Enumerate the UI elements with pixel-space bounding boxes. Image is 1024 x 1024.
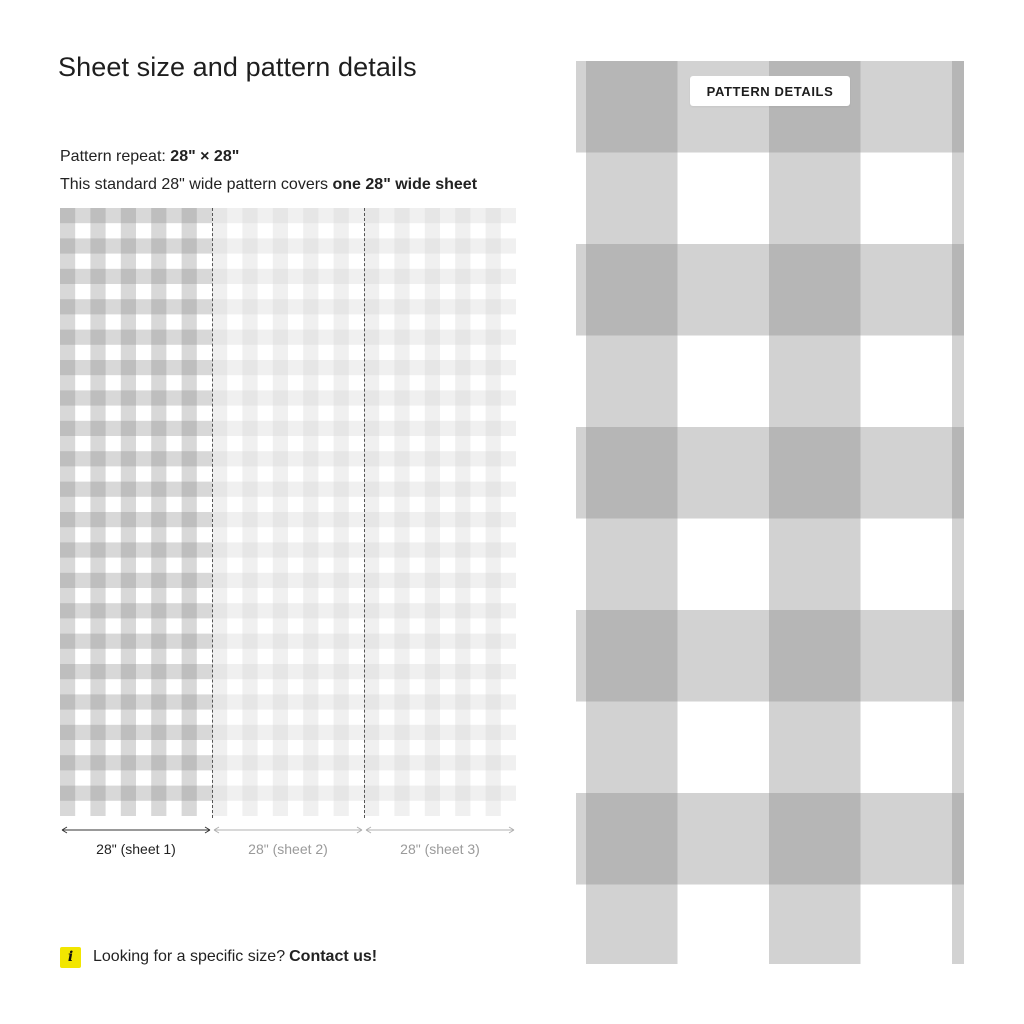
dimension-arrow-sheet-2 bbox=[212, 824, 364, 836]
sheet-3-pattern bbox=[364, 208, 516, 816]
dimension-arrow-sheet-3 bbox=[364, 824, 516, 836]
sheet-3-horizontal-band bbox=[364, 482, 516, 497]
detail-horizontal-band bbox=[576, 427, 964, 519]
sheet-2-horizontal-band bbox=[212, 573, 364, 588]
sheet-1-horizontal-band bbox=[60, 238, 212, 253]
sheet-1-horizontal-band bbox=[60, 482, 212, 497]
sheet-2-horizontal-band bbox=[212, 786, 364, 801]
sheet-1-horizontal-band bbox=[60, 725, 212, 740]
pattern-repeat-value: 28" × 28" bbox=[170, 148, 240, 165]
sheet-3-horizontal-band bbox=[364, 603, 516, 618]
sheet-1-horizontal-band bbox=[60, 390, 212, 405]
sheet-3-label: 28" (sheet 3) bbox=[400, 841, 480, 857]
sheet-2-horizontal-band bbox=[212, 725, 364, 740]
dimension-row bbox=[60, 824, 516, 836]
sheet-3-horizontal-band bbox=[364, 421, 516, 436]
sheet-1-horizontal-band bbox=[60, 360, 212, 375]
pattern-details-badge[interactable]: PATTERN DETAILS bbox=[690, 76, 850, 106]
sheet-2-horizontal-band bbox=[212, 694, 364, 709]
page-title: Sheet size and pattern details bbox=[58, 52, 417, 82]
sheet-3-horizontal-band bbox=[364, 238, 516, 253]
sheet-1-horizontal-band bbox=[60, 451, 212, 466]
sheet-3-horizontal-band bbox=[364, 451, 516, 466]
pattern-repeat-line bbox=[60, 148, 239, 166]
detail-horizontal-band bbox=[576, 610, 964, 702]
sheet-3-horizontal-band bbox=[364, 634, 516, 649]
sheet-2-horizontal-band bbox=[212, 390, 364, 405]
sheet-1-horizontal-band bbox=[60, 573, 212, 588]
sheet-seam-1 bbox=[212, 208, 213, 818]
sheet-3-horizontal-band bbox=[364, 299, 516, 314]
sheet-2-horizontal-band bbox=[212, 208, 364, 223]
sheet-1-horizontal-band bbox=[60, 299, 212, 314]
sheet-3-horizontal-band bbox=[364, 664, 516, 679]
contact-prompt bbox=[60, 946, 377, 968]
sheet-1-pattern bbox=[60, 208, 212, 816]
sheet-1-label: 28" (sheet 1) bbox=[96, 841, 176, 857]
sheet-1-horizontal-band bbox=[60, 634, 212, 649]
sheet-3-horizontal-band bbox=[364, 208, 516, 223]
coverage-line bbox=[60, 176, 477, 194]
sheet-3-horizontal-band bbox=[364, 786, 516, 801]
sheet-2-horizontal-band bbox=[212, 603, 364, 618]
sheet-3-horizontal-band bbox=[364, 694, 516, 709]
detail-horizontal-band bbox=[576, 244, 964, 336]
sheet-3-horizontal-band bbox=[364, 755, 516, 770]
sheet-2-label: 28" (sheet 2) bbox=[248, 841, 328, 857]
sheet-2-horizontal-band bbox=[212, 664, 364, 679]
sheet-3-horizontal-band bbox=[364, 512, 516, 527]
sheet-2-horizontal-band bbox=[212, 360, 364, 375]
sheet-1-horizontal-band bbox=[60, 208, 212, 223]
sheet-1-horizontal-band bbox=[60, 694, 212, 709]
sheet-3-horizontal-band bbox=[364, 390, 516, 405]
sheet-2-horizontal-band bbox=[212, 421, 364, 436]
sheet-2-horizontal-band bbox=[212, 330, 364, 345]
sheet-2-horizontal-band bbox=[212, 269, 364, 284]
sheet-2-horizontal-band bbox=[212, 451, 364, 466]
coverage-value: one 28" wide sheet bbox=[332, 176, 478, 193]
info-icon: i bbox=[60, 947, 81, 968]
sheet-2-horizontal-band bbox=[212, 482, 364, 497]
detail-horizontal-band bbox=[576, 61, 964, 153]
sheet-1-horizontal-band bbox=[60, 421, 212, 436]
sheet-3-horizontal-band bbox=[364, 360, 516, 375]
sheet-seam-2 bbox=[364, 208, 365, 818]
coverage-text: This standard 28" wide pattern covers bbox=[60, 176, 329, 193]
sheet-2-horizontal-band bbox=[212, 512, 364, 527]
dimension-arrow-sheet-1 bbox=[60, 824, 212, 836]
sheet-2-horizontal-band bbox=[212, 755, 364, 770]
pattern-repeat-label: Pattern repeat: bbox=[60, 148, 166, 165]
sheet-3-horizontal-band bbox=[364, 725, 516, 740]
sheet-2-pattern bbox=[212, 208, 364, 816]
contact-text: Looking for a specific size? bbox=[93, 948, 286, 965]
sheet-1-horizontal-band bbox=[60, 786, 212, 801]
sheet-2-horizontal-band bbox=[212, 299, 364, 314]
sheet-2-horizontal-band bbox=[212, 634, 364, 649]
sheet-3-horizontal-band bbox=[364, 269, 516, 284]
sheet-1-horizontal-band bbox=[60, 603, 212, 618]
sheet-1-horizontal-band bbox=[60, 755, 212, 770]
sheet-1-horizontal-band bbox=[60, 269, 212, 284]
sheet-1-horizontal-band bbox=[60, 512, 212, 527]
sheet-2-horizontal-band bbox=[212, 238, 364, 253]
sheet-3-horizontal-band bbox=[364, 542, 516, 557]
sheet-preview bbox=[60, 208, 516, 816]
sheet-3-horizontal-band bbox=[364, 330, 516, 345]
contact-link[interactable]: Contact us! bbox=[289, 948, 378, 965]
detail-horizontal-band bbox=[576, 793, 964, 885]
sheet-3-horizontal-band bbox=[364, 573, 516, 588]
pattern-detail-image bbox=[576, 61, 964, 964]
sheet-1-horizontal-band bbox=[60, 542, 212, 557]
sheet-2-horizontal-band bbox=[212, 542, 364, 557]
sheet-1-horizontal-band bbox=[60, 664, 212, 679]
sheet-1-horizontal-band bbox=[60, 330, 212, 345]
